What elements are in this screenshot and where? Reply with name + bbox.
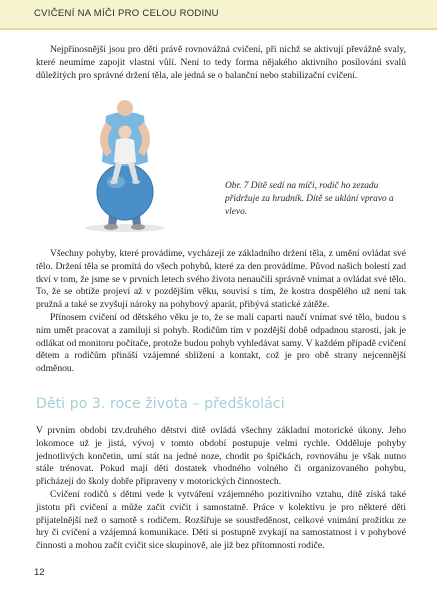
paragraph-preschool-development: V prvním období tzv.druhého dětství dítě ovládá všechny základní motorické úkony. Jeho lokomoce už je jistá, vývoj v tomto období postupuje velmi rychle. Odděluje pohyby jednotlivých končetin, umí stát na jedné noze, chodit po špičkách, rovnováhu je však nutno stále trénovat. Pokud mají děti dostatek vhodného volného či organizovaného pohybu, přicházejí do školy dobře připraveny v motorických činnostech.	[36, 425, 406, 488]
page-edge	[424, 30, 437, 600]
header-divider	[0, 28, 437, 30]
paragraph-intro: Nejpřínosnější jsou pro děti právě rovnovážná cvičení, při nichž se aktivují převážně svaly, které neumíme zapojit vlastní vůlí. Není to tedy forma nějakého aktivního posilování svalů důležitých pro správné držení těla, ale jedná se o balanční nebo stabilizační cvičení.	[36, 44, 406, 81]
page-number: 12	[34, 567, 45, 578]
child-on-ball-illustration	[36, 100, 214, 234]
paragraph-parent-child-exercise: Cvičení rodičů s dětmi vede k vytváření vzájemného pozitivního vztahu, dítě získá také jistotu při cvičení a může začít cvičit i samostatně. Práce v kolektivu je pro některé děti přijatelnější než o samotě s rodičem. Rozšiřuje se soustředěnost, celkové vnímání prožitku ze hry či cvičení a vzájemná komunikace. Děti si postupně zvykají na samostatnost i v pohybové činnosti a mohou začít cvičit sice skupinově, ale již bez přítomnosti rodiče.	[36, 489, 406, 552]
exercise-photo	[36, 100, 214, 234]
paragraph-posture: Všechny pohyby, které provádíme, vycházejí ze základního držení těla, z umění ovládat své tělo. Držení těla se promítá do všech pohybů, které za den provádíme. Původ našich bolestí zad tkví v tom, že jsme se v prvních letech svého života nenaučili správně vnímat a ovládat své tělo. To, že se obtíže projeví až v pozdějším věku, souvisí s tím, že kostra dospělého už není tak pružná a také se zvyšují nároky na pohybový aparát, přibývá statické zátěže.	[36, 248, 406, 311]
section-heading: Děti po 3. roce života – předškoláci	[36, 396, 285, 412]
running-header	[0, 0, 437, 28]
paragraph-benefits: Přínosem cvičení od dětského věku je to, že se malí caparti naučí vnímat své tělo, budou s ním umět pracovat a zamilují si pohyb. Rodičům tím v pozdější době odpadnou starosti, jak je odlákat od monitoru počítače, protože budou pohyb vyhledávat samy. V každém případě cvičení dětem a rodičům přináší vzájemné sblížení a kontakt, což je pro obě strany nejcennější odměnou.	[36, 312, 406, 375]
figure-caption: Obr. 7 Dítě sedí na míči, rodič ho zezadu přidržuje za hrudník. Dítě se uklání vpravo a vlevo.	[225, 181, 394, 217]
header-title: CVIČENÍ NA MÍČI PRO CELOU RODINU	[34, 8, 219, 19]
